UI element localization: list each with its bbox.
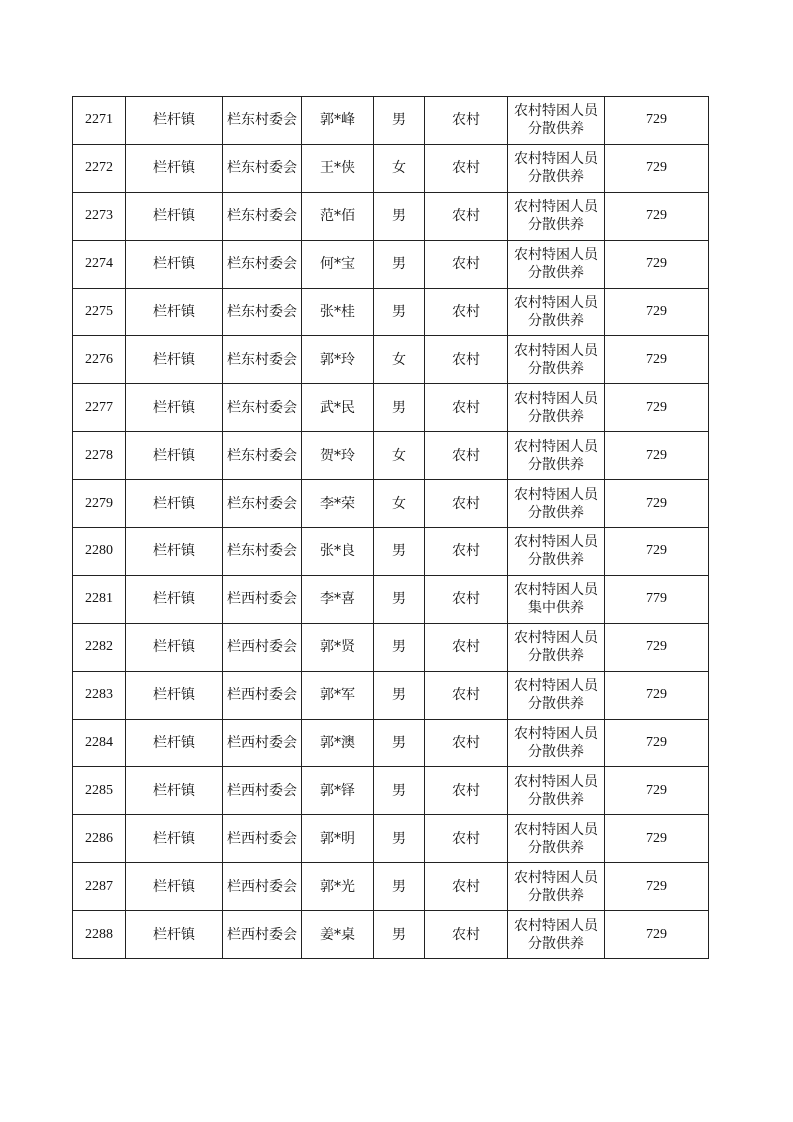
area-type-cell: 农村 <box>425 240 508 288</box>
table-row <box>73 863 709 911</box>
table-row <box>73 192 709 240</box>
village-committee-cell: 栏东村委会 <box>223 384 302 432</box>
serial-number-cell: 2272 <box>73 144 126 192</box>
serial-number-cell: 2277 <box>73 384 126 432</box>
village-committee-cell: 栏东村委会 <box>223 192 302 240</box>
serial-number-cell: 2278 <box>73 432 126 480</box>
gender-cell: 男 <box>374 815 425 863</box>
serial-number-cell: 2280 <box>73 528 126 576</box>
support-category-cell: 农村特困人员分散供养 <box>508 767 605 815</box>
support-category-cell: 农村特困人员分散供养 <box>508 97 605 145</box>
village-committee-cell: 栏东村委会 <box>223 432 302 480</box>
person-name-cell: 李*荣 <box>302 480 374 528</box>
village-committee-cell: 栏西村委会 <box>223 911 302 959</box>
person-name-cell: 张*桂 <box>302 288 374 336</box>
town-cell: 栏杆镇 <box>126 97 223 145</box>
gender-cell: 女 <box>374 480 425 528</box>
village-committee-cell: 栏西村委会 <box>223 815 302 863</box>
roster-table <box>72 96 709 959</box>
town-cell: 栏杆镇 <box>126 528 223 576</box>
support-category-cell: 农村特困人员分散供养 <box>508 719 605 767</box>
support-category-cell: 农村特困人员分散供养 <box>508 480 605 528</box>
support-category-cell: 农村特困人员分散供养 <box>508 384 605 432</box>
amount-cell: 729 <box>605 192 709 240</box>
serial-number-cell: 2274 <box>73 240 126 288</box>
person-name-cell: 贺*玲 <box>302 432 374 480</box>
town-cell: 栏杆镇 <box>126 815 223 863</box>
serial-number-cell: 2273 <box>73 192 126 240</box>
support-category-cell: 农村特困人员分散供养 <box>508 911 605 959</box>
table-row <box>73 911 709 959</box>
town-cell: 栏杆镇 <box>126 144 223 192</box>
town-cell: 栏杆镇 <box>126 480 223 528</box>
serial-number-cell: 2271 <box>73 97 126 145</box>
person-name-cell: 王*侠 <box>302 144 374 192</box>
town-cell: 栏杆镇 <box>126 432 223 480</box>
town-cell: 栏杆镇 <box>126 384 223 432</box>
amount-cell: 729 <box>605 480 709 528</box>
table-row <box>73 384 709 432</box>
amount-cell: 779 <box>605 575 709 623</box>
serial-number-cell: 2288 <box>73 911 126 959</box>
serial-number-cell: 2276 <box>73 336 126 384</box>
amount-cell: 729 <box>605 911 709 959</box>
village-committee-cell: 栏东村委会 <box>223 528 302 576</box>
town-cell: 栏杆镇 <box>126 575 223 623</box>
area-type-cell: 农村 <box>425 384 508 432</box>
gender-cell: 女 <box>374 144 425 192</box>
village-committee-cell: 栏东村委会 <box>223 97 302 145</box>
area-type-cell: 农村 <box>425 336 508 384</box>
support-category-cell: 农村特困人员分散供养 <box>508 623 605 671</box>
table-row <box>73 528 709 576</box>
village-committee-cell: 栏东村委会 <box>223 240 302 288</box>
table-row <box>73 623 709 671</box>
amount-cell: 729 <box>605 240 709 288</box>
roster-table-body <box>73 97 709 959</box>
gender-cell: 男 <box>374 97 425 145</box>
gender-cell: 男 <box>374 528 425 576</box>
person-name-cell: 何*宝 <box>302 240 374 288</box>
table-row <box>73 144 709 192</box>
town-cell: 栏杆镇 <box>126 336 223 384</box>
gender-cell: 男 <box>374 767 425 815</box>
person-name-cell: 武*民 <box>302 384 374 432</box>
table-row <box>73 671 709 719</box>
area-type-cell: 农村 <box>425 863 508 911</box>
serial-number-cell: 2279 <box>73 480 126 528</box>
table-row <box>73 719 709 767</box>
amount-cell: 729 <box>605 719 709 767</box>
village-committee-cell: 栏西村委会 <box>223 863 302 911</box>
support-category-cell: 农村特困人员分散供养 <box>508 144 605 192</box>
table-row <box>73 240 709 288</box>
amount-cell: 729 <box>605 767 709 815</box>
support-category-cell: 农村特困人员分散供养 <box>508 288 605 336</box>
gender-cell: 男 <box>374 384 425 432</box>
town-cell: 栏杆镇 <box>126 671 223 719</box>
table-row <box>73 432 709 480</box>
person-name-cell: 郭*军 <box>302 671 374 719</box>
support-category-cell: 农村特困人员分散供养 <box>508 528 605 576</box>
person-name-cell: 郭*铎 <box>302 767 374 815</box>
amount-cell: 729 <box>605 336 709 384</box>
village-committee-cell: 栏西村委会 <box>223 767 302 815</box>
serial-number-cell: 2284 <box>73 719 126 767</box>
amount-cell: 729 <box>605 384 709 432</box>
table-row <box>73 767 709 815</box>
amount-cell: 729 <box>605 528 709 576</box>
person-name-cell: 郭*贤 <box>302 623 374 671</box>
serial-number-cell: 2275 <box>73 288 126 336</box>
person-name-cell: 郭*明 <box>302 815 374 863</box>
person-name-cell: 姜*桌 <box>302 911 374 959</box>
amount-cell: 729 <box>605 432 709 480</box>
area-type-cell: 农村 <box>425 815 508 863</box>
person-name-cell: 范*佰 <box>302 192 374 240</box>
area-type-cell: 农村 <box>425 144 508 192</box>
village-committee-cell: 栏西村委会 <box>223 719 302 767</box>
area-type-cell: 农村 <box>425 671 508 719</box>
village-committee-cell: 栏东村委会 <box>223 144 302 192</box>
area-type-cell: 农村 <box>425 528 508 576</box>
support-category-cell: 农村特困人员分散供养 <box>508 863 605 911</box>
town-cell: 栏杆镇 <box>126 623 223 671</box>
town-cell: 栏杆镇 <box>126 288 223 336</box>
town-cell: 栏杆镇 <box>126 719 223 767</box>
serial-number-cell: 2286 <box>73 815 126 863</box>
village-committee-cell: 栏西村委会 <box>223 623 302 671</box>
support-category-cell: 农村特困人员分散供养 <box>508 192 605 240</box>
village-committee-cell: 栏西村委会 <box>223 671 302 719</box>
person-name-cell: 郭*峰 <box>302 97 374 145</box>
gender-cell: 男 <box>374 623 425 671</box>
serial-number-cell: 2281 <box>73 575 126 623</box>
gender-cell: 男 <box>374 192 425 240</box>
gender-cell: 男 <box>374 240 425 288</box>
person-name-cell: 张*良 <box>302 528 374 576</box>
town-cell: 栏杆镇 <box>126 767 223 815</box>
support-category-cell: 农村特困人员分散供养 <box>508 815 605 863</box>
area-type-cell: 农村 <box>425 719 508 767</box>
area-type-cell: 农村 <box>425 480 508 528</box>
area-type-cell: 农村 <box>425 575 508 623</box>
amount-cell: 729 <box>605 144 709 192</box>
town-cell: 栏杆镇 <box>126 863 223 911</box>
support-category-cell: 农村特困人员分散供养 <box>508 671 605 719</box>
support-category-cell: 农村特困人员分散供养 <box>508 336 605 384</box>
village-committee-cell: 栏西村委会 <box>223 575 302 623</box>
town-cell: 栏杆镇 <box>126 240 223 288</box>
amount-cell: 729 <box>605 288 709 336</box>
town-cell: 栏杆镇 <box>126 192 223 240</box>
village-committee-cell: 栏东村委会 <box>223 480 302 528</box>
area-type-cell: 农村 <box>425 623 508 671</box>
table-row <box>73 480 709 528</box>
table-row <box>73 97 709 145</box>
area-type-cell: 农村 <box>425 97 508 145</box>
support-category-cell: 农村特困人员分散供养 <box>508 240 605 288</box>
support-category-cell: 农村特困人员分散供养 <box>508 432 605 480</box>
gender-cell: 男 <box>374 575 425 623</box>
person-name-cell: 李*喜 <box>302 575 374 623</box>
amount-cell: 729 <box>605 671 709 719</box>
serial-number-cell: 2287 <box>73 863 126 911</box>
gender-cell: 女 <box>374 336 425 384</box>
serial-number-cell: 2283 <box>73 671 126 719</box>
person-name-cell: 郭*玲 <box>302 336 374 384</box>
area-type-cell: 农村 <box>425 911 508 959</box>
area-type-cell: 农村 <box>425 192 508 240</box>
table-row <box>73 336 709 384</box>
serial-number-cell: 2285 <box>73 767 126 815</box>
person-name-cell: 郭*光 <box>302 863 374 911</box>
serial-number-cell: 2282 <box>73 623 126 671</box>
gender-cell: 男 <box>374 719 425 767</box>
table-row <box>73 288 709 336</box>
village-committee-cell: 栏东村委会 <box>223 288 302 336</box>
town-cell: 栏杆镇 <box>126 911 223 959</box>
gender-cell: 男 <box>374 911 425 959</box>
gender-cell: 女 <box>374 432 425 480</box>
person-name-cell: 郭*澳 <box>302 719 374 767</box>
area-type-cell: 农村 <box>425 288 508 336</box>
amount-cell: 729 <box>605 863 709 911</box>
table-row <box>73 575 709 623</box>
gender-cell: 男 <box>374 288 425 336</box>
amount-cell: 729 <box>605 97 709 145</box>
area-type-cell: 农村 <box>425 767 508 815</box>
gender-cell: 男 <box>374 863 425 911</box>
amount-cell: 729 <box>605 815 709 863</box>
area-type-cell: 农村 <box>425 432 508 480</box>
village-committee-cell: 栏东村委会 <box>223 336 302 384</box>
gender-cell: 男 <box>374 671 425 719</box>
support-category-cell: 农村特困人员集中供养 <box>508 575 605 623</box>
table-row <box>73 815 709 863</box>
amount-cell: 729 <box>605 623 709 671</box>
